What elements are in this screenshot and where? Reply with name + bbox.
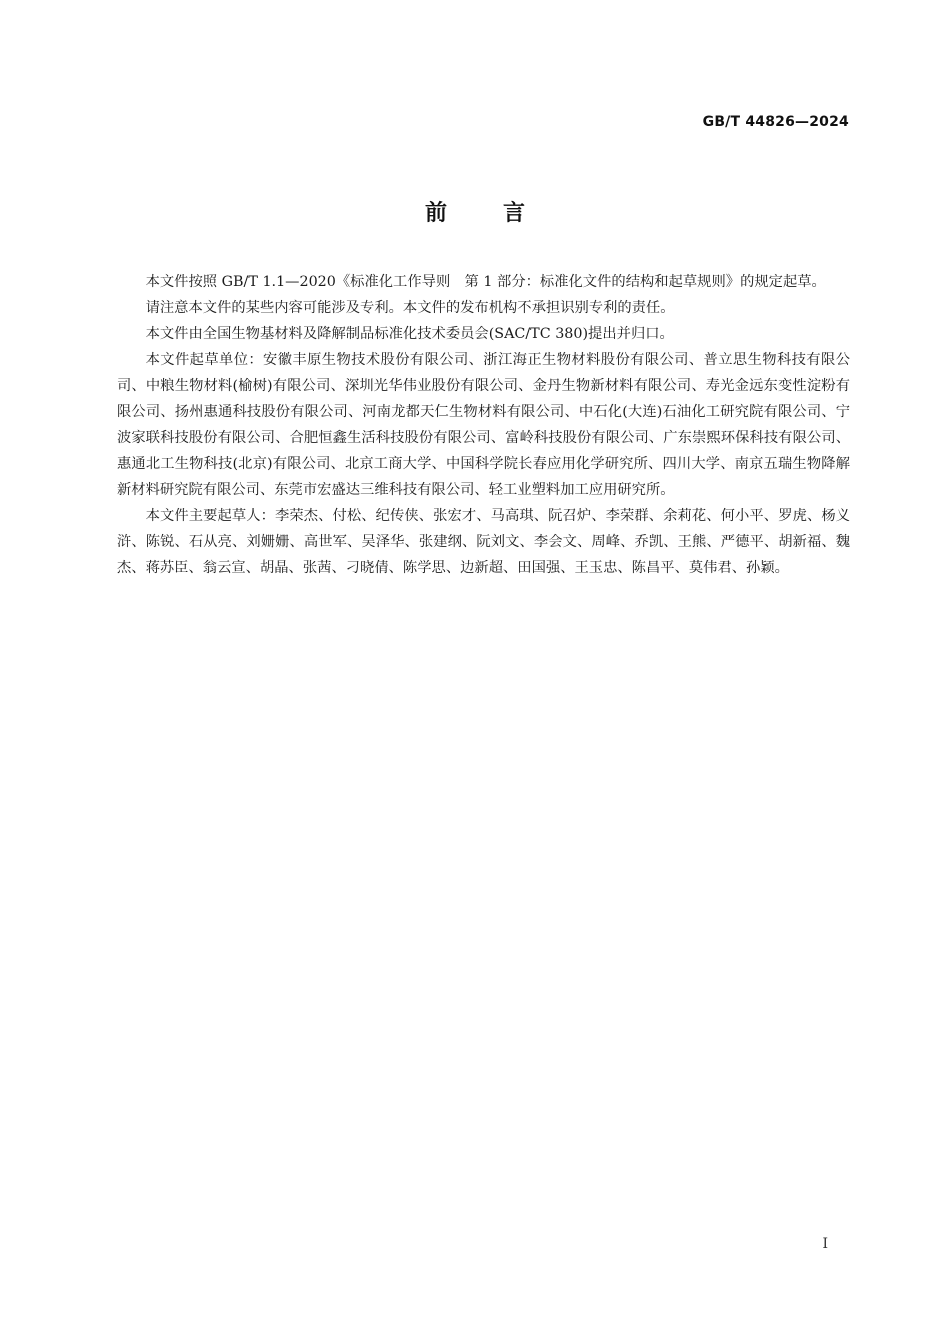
paragraph-drafting-units: 本文件起草单位：安徽丰原生物技术股份有限公司、浙江海正生物材料股份有限公司、普立思生物科技有限公司、中粮生物材料(榆树)有限公司、深圳光华伟业股份有限公司、金丹生物新材料有限公司、寿光金远东变性淀粉有限公司、扬州惠通科技股份有限公司、河南龙都天仁生物材料有限公司、中石化(大连)石油化工研究院有限公司、宁波家联科技股份有限公司、合肥恒鑫生活科技股份有限公司、富岭科技股份有限公司、广东崇熙环保科技有限公司、惠通北工生物科技(北京)有限公司、北京工商大学、中国科学院长春应用化学研究所、四川大学、南京五瑞生物降解新材料研究院有限公司、东莞市宏盛达三维科技有限公司、轻工业塑料加工应用研究所。 [117, 352, 850, 498]
standard-number: GB/T 44826—2024 [702, 114, 849, 130]
paragraph-drafters: 本文件主要起草人：李荣杰、付松、纪传侠、张宏才、马高琪、阮召炉、李荣群、余莉花、何小平、罗虎、杨义浒、陈锐、石从亮、刘姗姗、高世军、吴泽华、张建纲、阮刘文、李会文、周峰、乔凯、王熊、严德平、胡新福、魏杰、蒋苏臣、翁云宣、胡晶、张茜、刁晓倩、陈学思、边新超、田国强、王玉忠、陈昌平、莫伟君、孙颖。 [117, 508, 850, 576]
paragraph-drafting-rules: 本文件按照 GB/T 1.1—2020《标准化工作导则 第 1 部分：标准化文件的结构和起草规则》的规定起草。 [145, 274, 826, 290]
foreword-body [117, 269, 850, 581]
paragraph-patent-notice: 请注意本文件的某些内容可能涉及专利。本文件的发布机构不承担识别专利的责任。 [145, 300, 675, 316]
paragraph-committee: 本文件由全国生物基材料及降解制品标准化技术委员会(SAC/TC 380)提出并归口。 [145, 326, 674, 342]
page-number: I [822, 1236, 828, 1252]
page-title: 前言 [424, 201, 581, 226]
